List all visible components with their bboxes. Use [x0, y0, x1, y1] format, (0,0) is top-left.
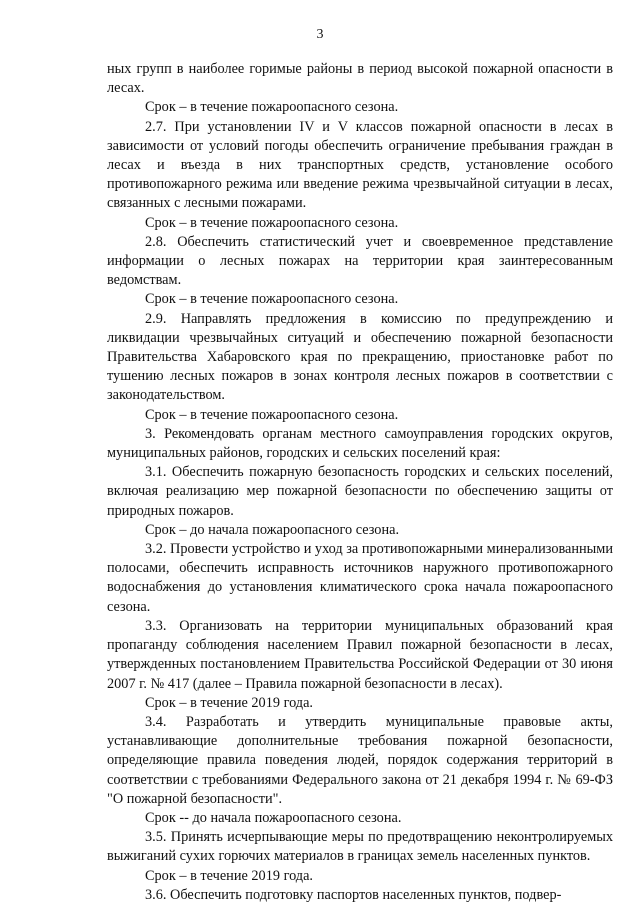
paragraph-term: Срок – до начала пожароопасного сезона.: [145, 521, 400, 538]
paragraph-item-2-8: 2.8. Обеспечить статистический учет и своевременное представление информации о лесных пожарах на территории края заинтересованным ведомствам.: [107, 233, 613, 289]
paragraph-continuation: ных групп в наиболее горимые районы в период высокой пожарной опасности в лесах.: [107, 61, 613, 97]
paragraph-item-3-5: 3.5. Принять исчерпывающие меры по предотвращению неконтролируемых выжиганий сухих горючих материалов в границах земель населенных пунктов.: [107, 829, 613, 865]
paragraph-item-3-2: 3.2. Провести устройство и уход за противопожарными минерализованными полосами, обеспечить исправность источников наружного противопожарного водоснабжения до установления климатического срока начала пожароопасного сезона.: [107, 541, 613, 615]
paragraph-term: Срок – в течение пожароопасного сезона.: [145, 99, 399, 116]
paragraph-term: Срок -- до начала пожароопасного сезона.: [145, 809, 402, 826]
paragraph-item-3-1: 3.1. Обеспечить пожарную безопасность городских и сельских поселений, включая реализацию мер пожарной безопасности по обеспечению защиты от природных пожаров.: [107, 464, 613, 519]
paragraph-item-2-9: 2.9. Направлять предложения в комиссию по предупреждению и ликвидации чрезвычайных ситуаций и обеспечению пожарной безопасности Правительства Хабаровского края по прекращению, приостановке работ по тушению лесных пожаров в зонах контроля лесных пожаров в соответствии с законодательством.: [107, 310, 613, 404]
paragraph-item-3-3: 3.3. Организовать на территории муниципальных образований края пропаганду соблюдения населением Правил пожарной безопасности в лесах, утвержденных постановлением Правительства Российской Федерации от 30 июня 2007 г. № 417 (далее – Правила пожарной безопасности в лесах).: [107, 617, 613, 692]
paragraph-term: Срок – в течение пожароопасного сезона.: [145, 214, 399, 231]
paragraph-term: Срок – в течение пожароопасного сезона.: [145, 406, 399, 423]
paragraph-term: Срок – в течение пожароопасного сезона.: [145, 291, 399, 308]
paragraph-term: Срок – в течение 2019 года.: [145, 867, 314, 884]
paragraph-item-3: 3. Рекомендовать органам местного самоуправления городских округов, муниципальных районов, городских и сельских поселений края:: [107, 425, 613, 462]
paragraph-item-3-6: 3.6. Обеспечить подготовку паспортов населенных пунктов, подвер-: [145, 886, 562, 903]
paragraph-item-3-4: 3.4. Разработать и утвердить муниципальные правовые акты, устанавливающие дополнительные требования пожарной безопасности, определяющие правила поведения людей, порядок содержания территорий в соответствии с требованиями Федерального закона от 21 декабря 1994 г. № 69-ФЗ "О пожарной безопасности".: [107, 713, 613, 807]
paragraph-term: Срок – в течение 2019 года.: [145, 694, 314, 711]
page-number: 3: [316, 27, 324, 42]
paragraph-item-2-7: 2.7. При установлении IV и V классов пожарной опасности в лесах в зависимости от условий погоды обеспечить ограничение пребывания граждан в лесах и въезда в них транспортных средств, установление особого противопожарного режима или введение режима чрезвычайной ситуации в лесах, связанных с лесными пожарами.: [107, 118, 613, 212]
document-body: [107, 60, 613, 905]
